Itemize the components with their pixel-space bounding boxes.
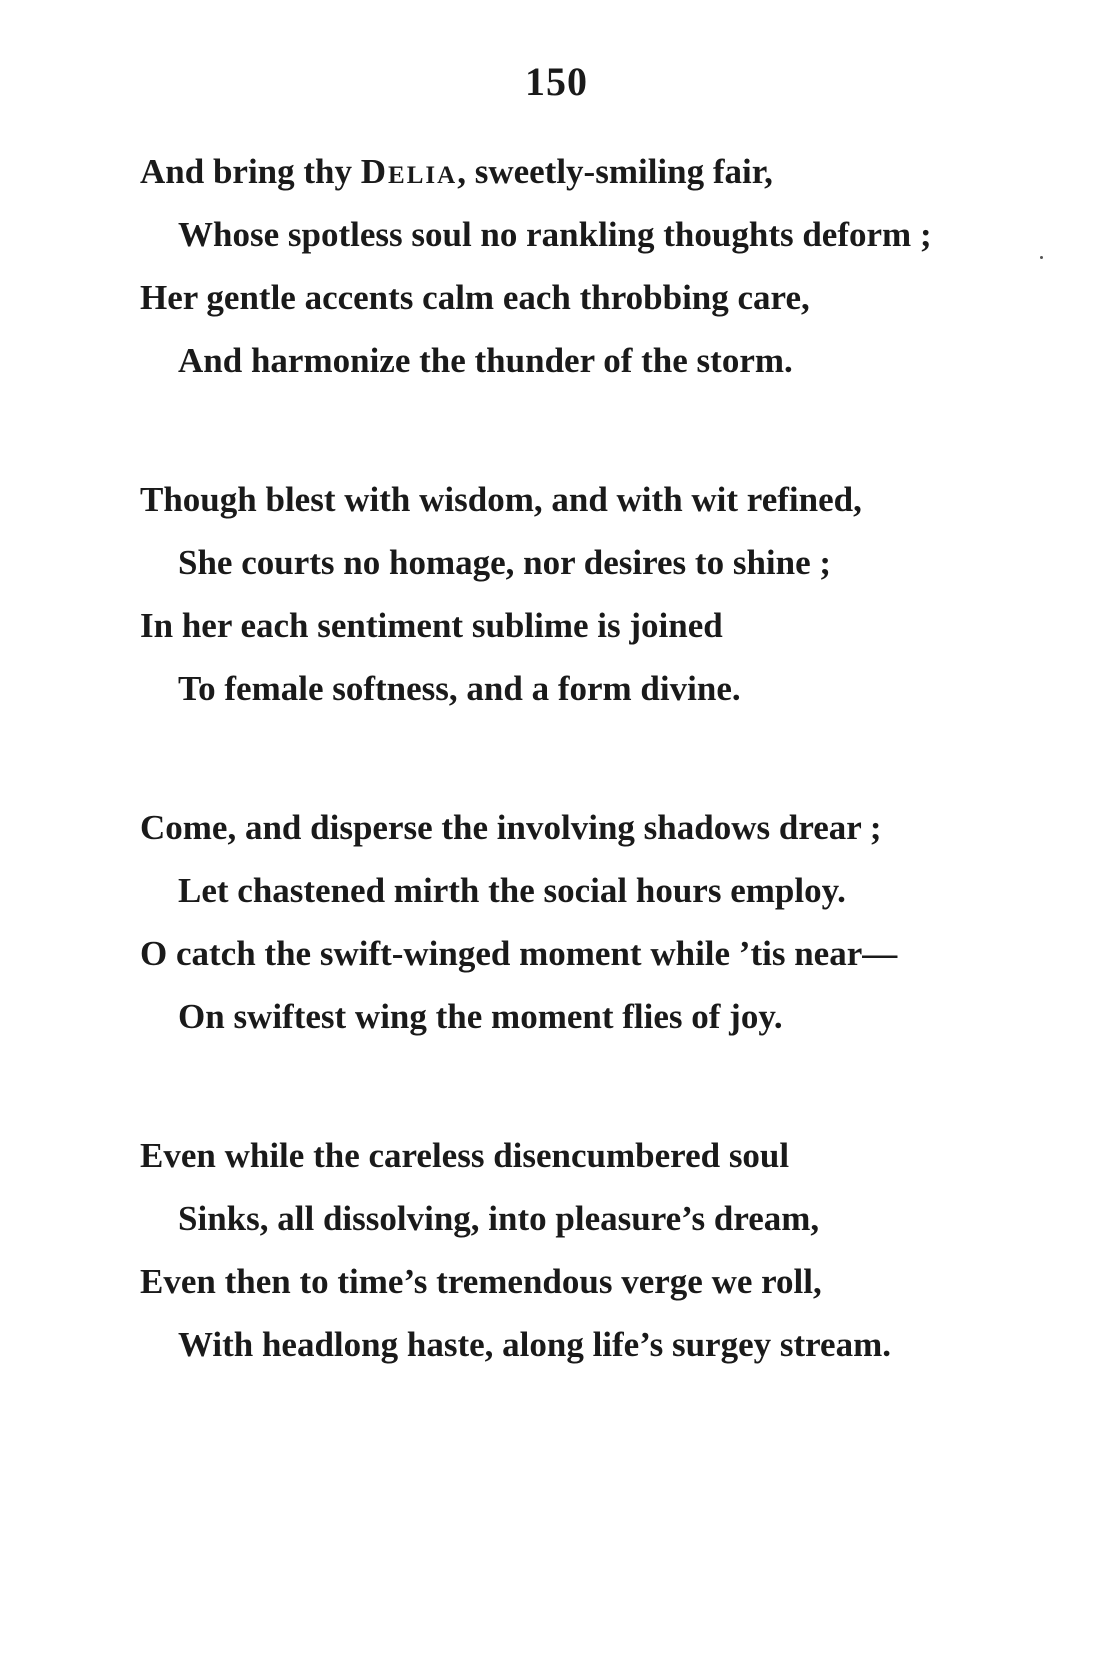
poem-line: Sinks, all dissolving, into pleasure’s dream, bbox=[178, 1199, 820, 1238]
line-text: And bring thy bbox=[140, 152, 361, 191]
poem-line: And harmonize the thunder of the storm. bbox=[178, 341, 793, 380]
poem-line: Come, and disperse the involving shadows drear ; bbox=[140, 808, 882, 847]
poem-line: To female softness, and a form divine. bbox=[178, 669, 741, 708]
poem-line: Though blest with wisdom, and with wit refined, bbox=[140, 480, 862, 519]
poem-line: She courts no homage, nor desires to shine ; bbox=[178, 543, 832, 582]
poem-line: Let chastened mirth the social hours employ. bbox=[178, 871, 846, 910]
poem-line: Even then to time’s tremendous verge we roll, bbox=[140, 1262, 822, 1301]
page-number: 150 bbox=[525, 59, 588, 104]
poem-line: On swiftest wing the moment flies of joy. bbox=[178, 997, 783, 1036]
poem-line: Her gentle accents calm each throbbing care, bbox=[140, 278, 810, 317]
poem-line: In her each sentiment sublime is joined bbox=[140, 606, 723, 645]
paper-speck bbox=[1040, 256, 1043, 259]
poem-line: Even while the careless disencumbered soul bbox=[140, 1136, 790, 1175]
poem-line: With headlong haste, along life’s surgey stream. bbox=[178, 1325, 891, 1364]
line-text: , sweetly-smiling fair, bbox=[457, 152, 773, 191]
small-caps-name: Delia bbox=[360, 152, 458, 191]
poem-line: Whose spotless soul no rankling thoughts deform ; bbox=[178, 215, 932, 254]
poem-line bbox=[140, 152, 773, 192]
poem-line: O catch the swift-winged moment while ’tis near— bbox=[140, 934, 898, 973]
